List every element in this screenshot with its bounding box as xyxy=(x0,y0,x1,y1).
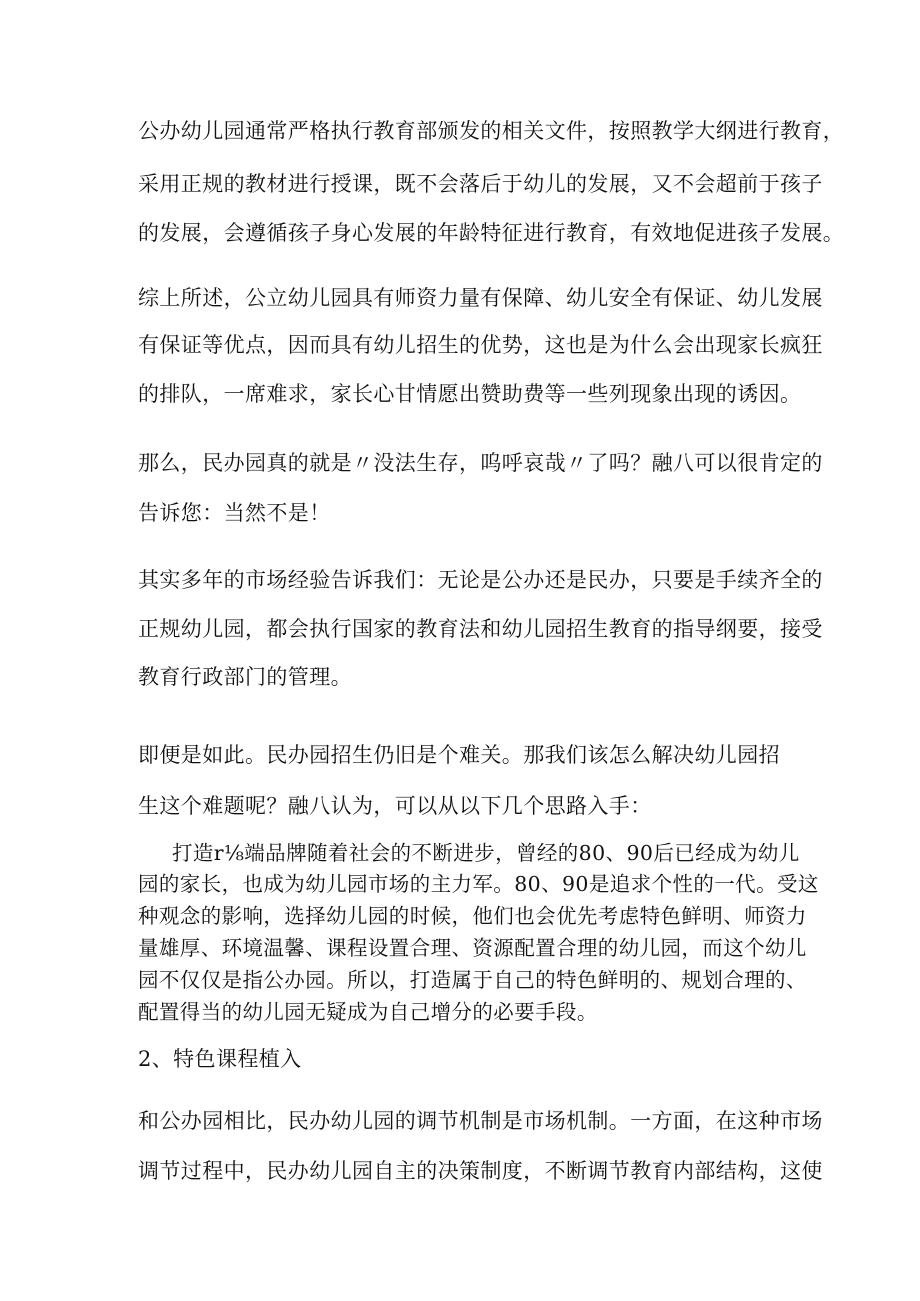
text-line: 打造r⅛端品牌随着社会的不断进步，曾经的80、90后已经成为幼儿 xyxy=(172,841,800,865)
text-line: 的排队，一席难求，家长心甘情愿出赞助费等一些列现象出现的诱因。 xyxy=(138,382,802,406)
text-line: 综上所述，公立幼儿园具有师资力量有保障、幼儿安全有保证、幼儿发展 xyxy=(138,286,823,310)
text-line: 的发展，会遵循孩子身心发展的年龄特征进行教育，有效地促进孩子发展。 xyxy=(138,221,845,245)
text-line: 即便是如此。民办园招生仍旧是个难关。那我们该怎么解决幼儿园招 xyxy=(138,743,780,767)
text-line: 采用正规的教材进行授课，既不会落后于幼儿的发展，又不会超前于孩子 xyxy=(138,172,823,196)
text-line: 其实多年的市场经验告诉我们：无论是公办还是民办，只要是手续齐全的 xyxy=(138,568,823,592)
text-line: 公办幼儿园通常严格执行教育部颁发的相关文件，按照教学大纲进行教育， xyxy=(138,119,845,143)
text-line: 教育行政部门的管理。 xyxy=(138,665,352,689)
text-line: 配置得当的幼儿园无疑成为自己增分的必要手段。 xyxy=(138,1000,598,1024)
text-line: 正规幼儿园，都会执行国家的教育法和幼儿园招生教育的指导纲要，接受 xyxy=(138,617,823,641)
text-line: 生这个难题呢？融八认为，可以从以下几个思路入手： xyxy=(138,794,652,818)
text-line: 园的家长，也成为幼儿园市场的主力军。80、90是追求个性的一代。受这 xyxy=(138,872,819,896)
text-line: 那么，民办园真的就是〃没法生存，呜呼哀哉〃了吗？融八可以很肯定的 xyxy=(138,451,823,475)
text-line: 种观念的影响，选择幼儿园的时候，他们也会优先考虑特色鲜明、师资力 xyxy=(138,904,807,928)
text-line: 量雄厚、环境温馨、课程设置合理、资源配置合理的幼儿园，而这个幼儿 xyxy=(138,936,807,960)
text-line: 告诉您：当然不是！ xyxy=(138,501,331,525)
section-heading: 2、特色课程植入 xyxy=(138,1047,302,1071)
text-line: 调节过程中，民办幼儿园自主的决策制度，不断调节教育内部结构，这使 xyxy=(138,1159,823,1183)
text-line: 有保证等优点，因而具有幼儿招生的优势，这也是为什么会出现家长疯狂 xyxy=(138,333,823,357)
text-line: 和公办园相比，民办幼儿园的调节机制是市场机制。一方面，在这种市场 xyxy=(138,1109,823,1133)
text-line: 园不仅仅是指公办园。所以，打造属于自己的特色鲜明的、规划合理的、 xyxy=(138,968,807,992)
